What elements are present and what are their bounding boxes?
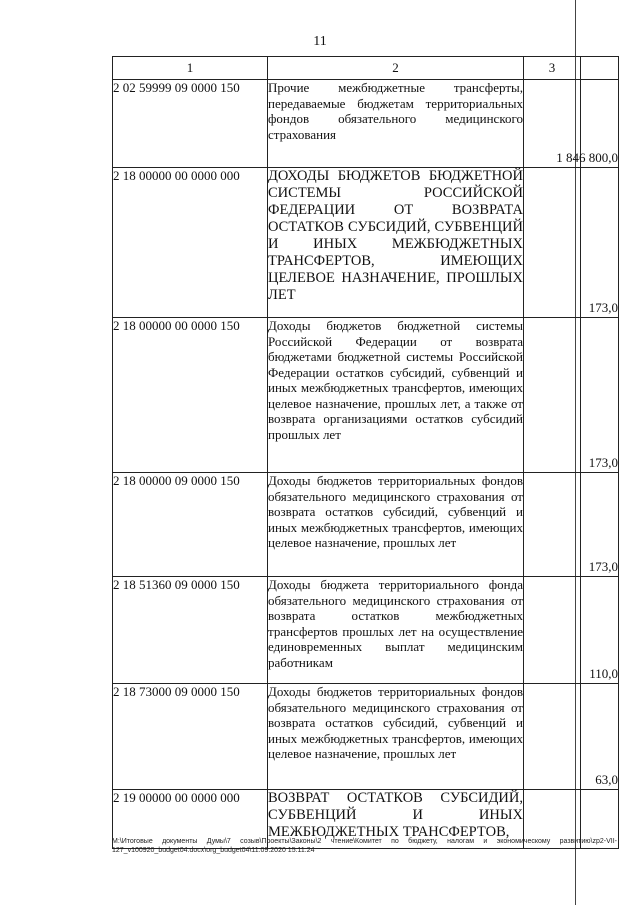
row-amount-cell [524,168,581,318]
row-amount: 173,0 [588,299,618,315]
row-amount: 1 846 800,0 [556,149,618,165]
table-row [113,473,619,577]
row-amount-cell [524,473,581,577]
row-amount: 173,0 [588,454,618,470]
table-row [113,318,619,473]
header-col-1: 1 [113,57,268,80]
row-code: 2 02 59999 09 0000 150 [113,80,268,168]
row-code: 2 18 00000 00 0000 150 [113,318,268,473]
row-code: 2 18 00000 09 0000 150 [113,473,268,577]
row-description: Доходы бюджетов территориальных фондов обязательного медицинского страхования от возврата остатков субсидий, субвенций и иных межбюджетных трансфертов, имеющих целевое назначение, прошлых лет [268,473,524,577]
row-amount-cell [581,577,619,684]
revenue-table [112,56,619,849]
row-description: Доходы бюджета территориального фонда обязательного медицинского страхования от возврата остатков межбюджетных трансфертов прошлых лет на осуществление единовременных выплат медицинским работникам [268,577,524,684]
row-description: Доходы бюджетов бюджетной системы Российской Федерации от возврата бюджетами бюджетной системы Российской Федерации остатков субсидий, субвенций и иных межбюджетных трансфертов, имеющих целевое назначение, прошлых лет, а также от возврата организациями остатков субсидий прошлых лет [268,318,524,473]
row-code: 2 18 00000 00 0000 000 [113,168,268,318]
row-amount-cell [581,473,619,577]
row-description: ДОХОДЫ БЮДЖЕТОВ БЮДЖЕТНОЙ СИСТЕМЫ РОССИЙСКОЙ ФЕДЕРАЦИИ ОТ ВОЗВРАТА ОСТАТКОВ СУБСИДИЙ, СУБВЕНЦИЙ И ИНЫХ МЕЖБЮДЖЕТНЫХ ТРАНСФЕРТОВ, ИМЕЮЩИХ ЦЕЛЕВОЕ НАЗНАЧЕНИЕ, ПРОШЛЫХ ЛЕТ [268,168,524,318]
row-code: 2 19 00000 00 0000 000 [113,790,268,849]
row-amount-cell [524,318,581,473]
row-code: 2 18 51360 09 0000 150 [113,577,268,684]
row-amount: 63,0 [595,771,618,787]
row-amount: 173,0 [588,558,618,574]
row-description: Прочие межбюджетные трансферты, передаваемые бюджетам территориальных фондов обязательного медицинского страхования [268,80,524,168]
row-code: 2 18 73000 09 0000 150 [113,684,268,790]
table-row [113,684,619,790]
row-amount-cell [581,684,619,790]
row-amount-cell [581,318,619,473]
row-amount-cell [524,684,581,790]
row-description: ВОЗВРАТ ОСТАТКОВ СУБСИДИЙ, СУБВЕНЦИЙ И ИНЫХ МЕЖБЮДЖЕТНЫХ ТРАНСФЕРТОВ, [268,790,524,849]
row-amount: 110,0 [589,665,618,681]
row-amount-cell [524,80,618,168]
table-header-row [113,57,619,80]
table-row [113,577,619,684]
header-col-4 [581,57,619,80]
header-col-3: 3 [524,57,581,80]
row-amount-cell [581,168,619,318]
row-amount-cell [524,577,581,684]
row-description: Доходы бюджетов территориальных фондов обязательного медицинского страхования от возврата остатков субсидий, субвенций и иных межбюджетных трансфертов, имеющих целевое назначение, прошлых лет [268,684,524,790]
page-number: 11 [313,34,327,49]
table-row [113,168,619,318]
table-row [113,80,619,168]
footer-file-path: M:\Итоговые документы Думы\7 созыв\Проекты\Законы\2 чтение\Комитет по бюджету, налогам и экономическому развитию\zp2-VII-127_v100920_budget04.docx\org_budget04\11.09.2020 15:11:24 [112,838,617,854]
header-col-2: 2 [268,57,524,80]
